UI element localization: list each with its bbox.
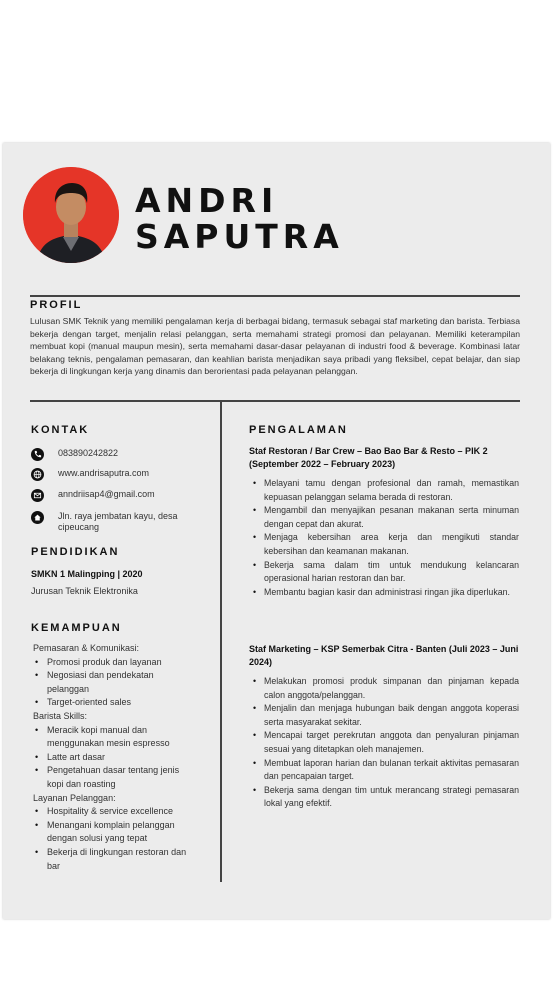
contact-website[interactable]	[31, 468, 149, 481]
skill-group-list	[33, 805, 198, 873]
skill-group-list	[33, 724, 198, 792]
resume-page	[3, 143, 550, 919]
skill-item: • Bekerja di lingkungan restoran dan bar	[47, 846, 198, 873]
last-name: SAPUTRA	[135, 217, 344, 256]
skills-list	[33, 642, 198, 873]
skill-item: • Latte art dasar	[47, 751, 198, 765]
job-duty: • Menjaga kebersihan area kerja dan mengikuti standar kebersihan dan keamanan makanan.	[264, 531, 519, 558]
job-duty: • Mencapai target perekrutan anggota dan penyaluran pinjaman sesuai yang ditetapkan oleh manajemen.	[264, 729, 519, 756]
home-icon	[31, 511, 44, 524]
contact-phone-text: 083890242822	[58, 448, 119, 458]
contact-address	[31, 511, 191, 533]
globe-icon	[31, 468, 44, 481]
skill-group-name: Barista Skills:	[33, 710, 88, 721]
experience-job	[249, 445, 519, 599]
job-duty: • Menjalin dan menjaga hubungan baik dengan anggota koperasi serta masyarakat sekitar.	[264, 702, 519, 729]
skill-item: • Hospitality & service excellence	[47, 805, 198, 819]
skill-group-name: Pemasaran & Komunikasi:	[33, 643, 140, 653]
education-major: Jurusan Teknik Elektronika	[31, 586, 138, 596]
job-duty: • Mengambil dan menyajikan pesanan makanan serta minuman dengan cepat dan akurat.	[264, 504, 519, 531]
job-duty: • Membantu bagian kasir dan administrasi ringan jika diperlukan.	[264, 586, 519, 600]
skill-group-list	[33, 656, 198, 710]
skill-item: • Meracik kopi manual dan menggunakan mesin espresso	[47, 724, 198, 751]
profile-top-rule	[30, 295, 520, 297]
job-title: Staf Marketing – KSP Semerbak Citra - Banten (Juli 2023 – Juni 2024)	[249, 644, 519, 667]
job-duty: • Bekerja sama dalam tim untuk mendukung kelancaran operasional harian restoran dan bar.	[264, 559, 519, 586]
first-name: ANDRI	[135, 181, 279, 220]
contact-website-text: www.andrisaputra.com	[58, 468, 150, 478]
job-duty: • Melakukan promosi produk simpanan dan pinjaman kepada calon anggota/pelanggan.	[264, 675, 519, 702]
skill-item: • Menangani komplain pelanggan dengan solusi yang tepat	[47, 819, 198, 846]
contact-email[interactable]	[31, 489, 155, 502]
skill-group-name: Layanan Pelanggan:	[33, 792, 116, 803]
email-icon	[31, 489, 44, 502]
job-duties	[249, 477, 519, 599]
job-duty: • Melayani tamu dengan profesional dan ramah, memastikan kepuasan pelanggan selama berada di restoran.	[264, 477, 519, 504]
phone-icon	[31, 448, 44, 461]
job-title: Staf Restoran / Bar Crew – Bao Bao Bar & Resto – PIK 2 (September 2022 – February 2023)	[249, 446, 488, 469]
skills-heading: KEMAMPUAN	[31, 622, 122, 634]
profile-summary: Lulusan SMK Teknik yang memiliki pengalaman kerja di berbagai bidang, termasuk sebagai staf marketing dan barista. Terbiasa bekerja dengan target, menjalin relasi pelanggan, serta memahami strategi promosi dan pelayanan. Memiliki keterampilan membuat kopi (manual maupun mesin), serta memahami dasar-dasar pelayanan di industri food & beverage. Kombinasi latar belakang teknis, pengalaman pemasaran, dan keahlian barista menjadikan saya pribadi yang fleksibel, cepat belajar, dan siap bekerja di lingkungan kerja yang dinamis dan berorientasi pada pelayanan pelanggan.	[30, 316, 520, 377]
contact-address-text: Jln. raya jembatan kayu, desa cipeucang	[58, 511, 178, 532]
job-duties	[249, 675, 519, 811]
profile-photo	[23, 167, 119, 263]
profile-heading: PROFIL	[30, 299, 83, 311]
experience-job	[249, 643, 519, 811]
skill-item: • Target-oriented sales	[47, 696, 198, 710]
skill-item: • Negosiasi dan pendekatan pelanggan	[47, 669, 198, 696]
skill-item: • Pengetahuan dasar tentang jenis kopi dan roasting	[47, 764, 198, 791]
contact-email-text: anndriisap4@gmail.com	[58, 489, 155, 499]
job-duty: • Bekerja sama dengan tim untuk merancang strategi pemasaran lokal yang efektif.	[264, 784, 519, 811]
job-duty: • Membuat laporan harian dan bulanan terkait aktivitas pemasaran dan pencapaian target.	[264, 757, 519, 784]
contact-heading: KONTAK	[31, 424, 90, 436]
skill-item: • Promosi produk dan layanan	[47, 656, 198, 670]
profile-bottom-rule	[30, 400, 520, 402]
education-school: SMKN 1 Malingping | 2020	[31, 569, 143, 579]
contact-phone[interactable]	[31, 448, 118, 461]
column-divider	[220, 402, 222, 882]
experience-heading: PENGALAMAN	[249, 424, 348, 436]
candidate-name	[135, 183, 344, 255]
education-heading: PENDIDIKAN	[31, 546, 120, 558]
